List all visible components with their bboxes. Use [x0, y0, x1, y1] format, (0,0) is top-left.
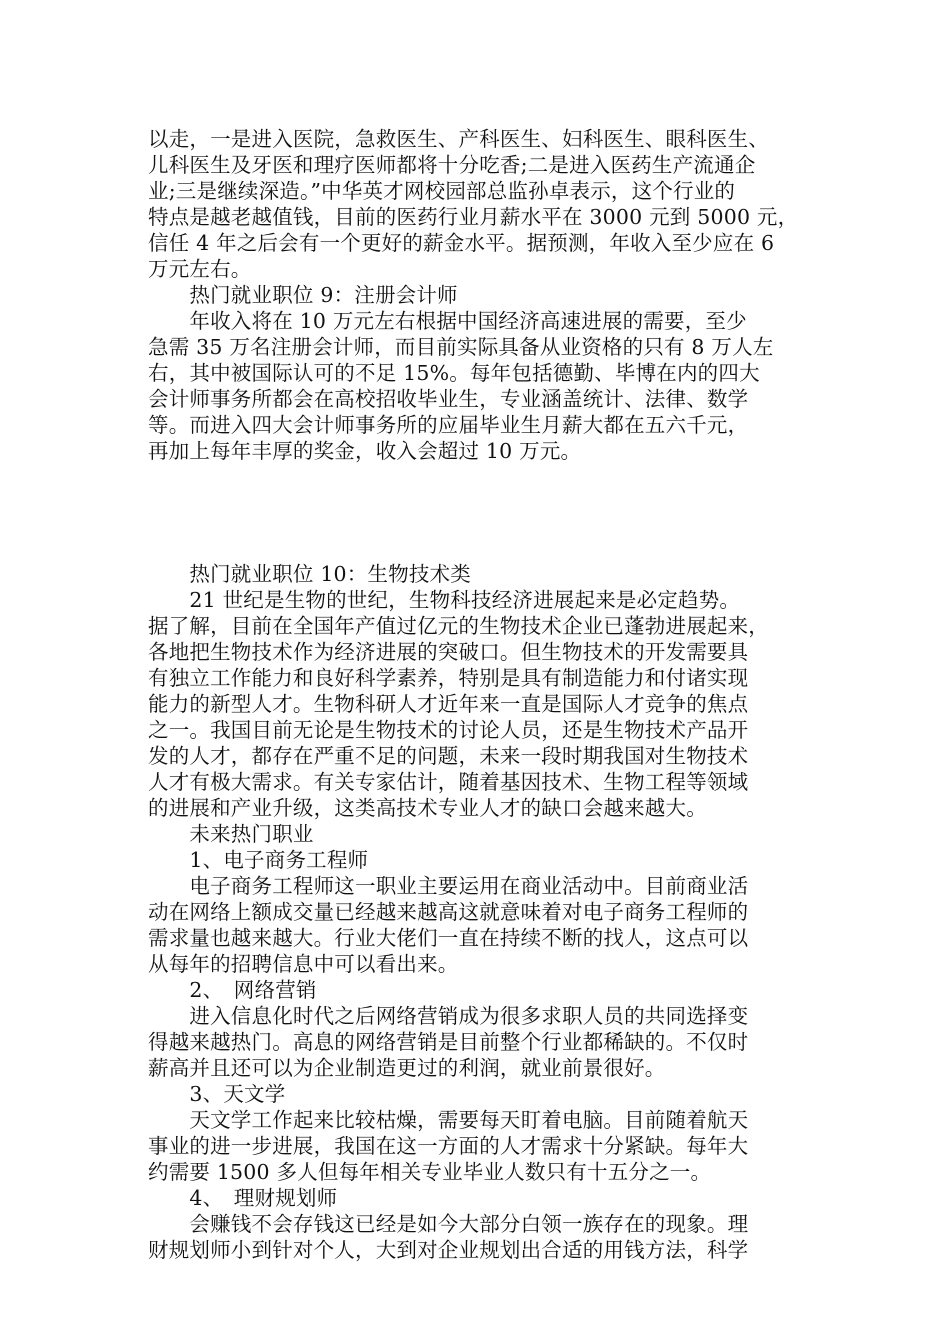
text-line: 业;三是继续深造。”中华英才网校园部总监孙卓表示，这个行业的	[148, 179, 736, 203]
section-heading: 4、 理财规划师	[148, 1186, 338, 1210]
text-line: 以走，一是进入医院，急救医生、产科医生、妇科医生、眼科医生、	[148, 127, 769, 151]
text-line: 据了解，目前在全国年产值过亿元的生物技术企业已蓬勃进展起来，	[148, 614, 769, 638]
text-line: 事业的进一步进展，我国在这一方面的人才需求十分紧缺。每年大	[148, 1134, 749, 1158]
section-heading: 1、电子商务工程师	[148, 848, 369, 872]
text-line: 天文学工作起来比较枯燥，需要每天盯着电脑。目前随着航天	[148, 1108, 749, 1132]
text-line: 进入信息化时代之后网络营销成为很多求职人员的共同选择变	[148, 1004, 749, 1028]
text-line: 右，其中被国际认可的不足 15%。每年包括德勤、毕博在内的四大	[148, 361, 760, 385]
text-line: 之一。我国目前无论是生物技术的讨论人员，还是生物技术产品开	[148, 718, 749, 742]
text-line: 动在网络上额成交量已经越来越高这就意味着对电子商务工程师的	[148, 900, 749, 924]
text-line: 万元左右。	[148, 257, 252, 281]
text-line: 各地把生物技术作为经济进展的突破口。但生物技术的开发需要具	[148, 640, 749, 664]
section-heading: 热门就业职位 9：注册会计师	[148, 283, 458, 307]
text-line: 薪高并且还可以为企业制造更过的利润，就业前景很好。	[148, 1056, 666, 1080]
section-heading: 热门就业职位 10：生物技术类	[148, 562, 472, 586]
text-line: 发的人才，都存在严重不足的问题，未来一段时期我国对生物技术	[148, 744, 749, 768]
section-heading: 2、 网络营销	[148, 978, 317, 1002]
section-heading: 3、天文学	[148, 1082, 286, 1106]
section-heading: 未来热门职业	[148, 822, 314, 846]
text-line: 等。而进入四大会计师事务所的应届毕业生月薪大都在五六千元，	[148, 413, 749, 437]
text-line: 能力的新型人才。生物科研人才近年来一直是国际人才竞争的焦点	[148, 692, 749, 716]
text-line: 信任 4 年之后会有一个更好的薪金水平。据预测，年收入至少应在 6	[148, 231, 775, 255]
text-line: 年收入将在 10 万元左右根据中国经济高速进展的需要，至少	[148, 309, 747, 333]
text-line: 再加上每年丰厚的奖金，收入会超过 10 万元。	[148, 439, 582, 463]
text-line: 人才有极大需求。有关专家估计，随着基因技术、生物工程等领域	[148, 770, 749, 794]
text-line: 会计师事务所都会在高校招收毕业生，专业涵盖统计、法律、数学	[148, 387, 749, 411]
text-line: 21 世纪是生物的世纪，生物科技经济进展起来是必定趋势。	[148, 588, 741, 612]
text-line: 的进展和产业升级，这类高技术专业人才的缺口会越来越大。	[148, 796, 707, 820]
text-line: 儿科医生及牙医和理疗医师都将十分吃香;二是进入医药生产流通企	[148, 153, 756, 177]
text-line: 特点是越老越值钱，目前的医药行业月薪水平在 3000 元到 5000 元，	[148, 205, 799, 229]
text-line: 会赚钱不会存钱这已经是如今大部分白领一族存在的现象。理	[148, 1212, 749, 1236]
text-line: 财规划师小到针对个人，大到对企业规划出合适的用钱方法，科学	[148, 1238, 749, 1262]
text-line: 有独立工作能力和良好科学素养，特别是具有制造能力和付诸实现	[148, 666, 749, 690]
text-line: 得越来越热门。高息的网络营销是目前整个行业都稀缺的。不仅时	[148, 1030, 749, 1054]
text-line: 约需要 1500 多人但每年相关专业毕业人数只有十五分之一。	[148, 1160, 712, 1184]
text-line: 电子商务工程师这一职业主要运用在商业活动中。目前商业活	[148, 874, 749, 898]
text-line: 急需 35 万名注册会计师，而目前实际具备从业资格的只有 8 万人左	[148, 335, 774, 359]
text-line: 从每年的招聘信息中可以看出来。	[148, 952, 459, 976]
text-line: 需求量也越来越大。行业大佬们一直在持续不断的找人，这点可以	[148, 926, 749, 950]
